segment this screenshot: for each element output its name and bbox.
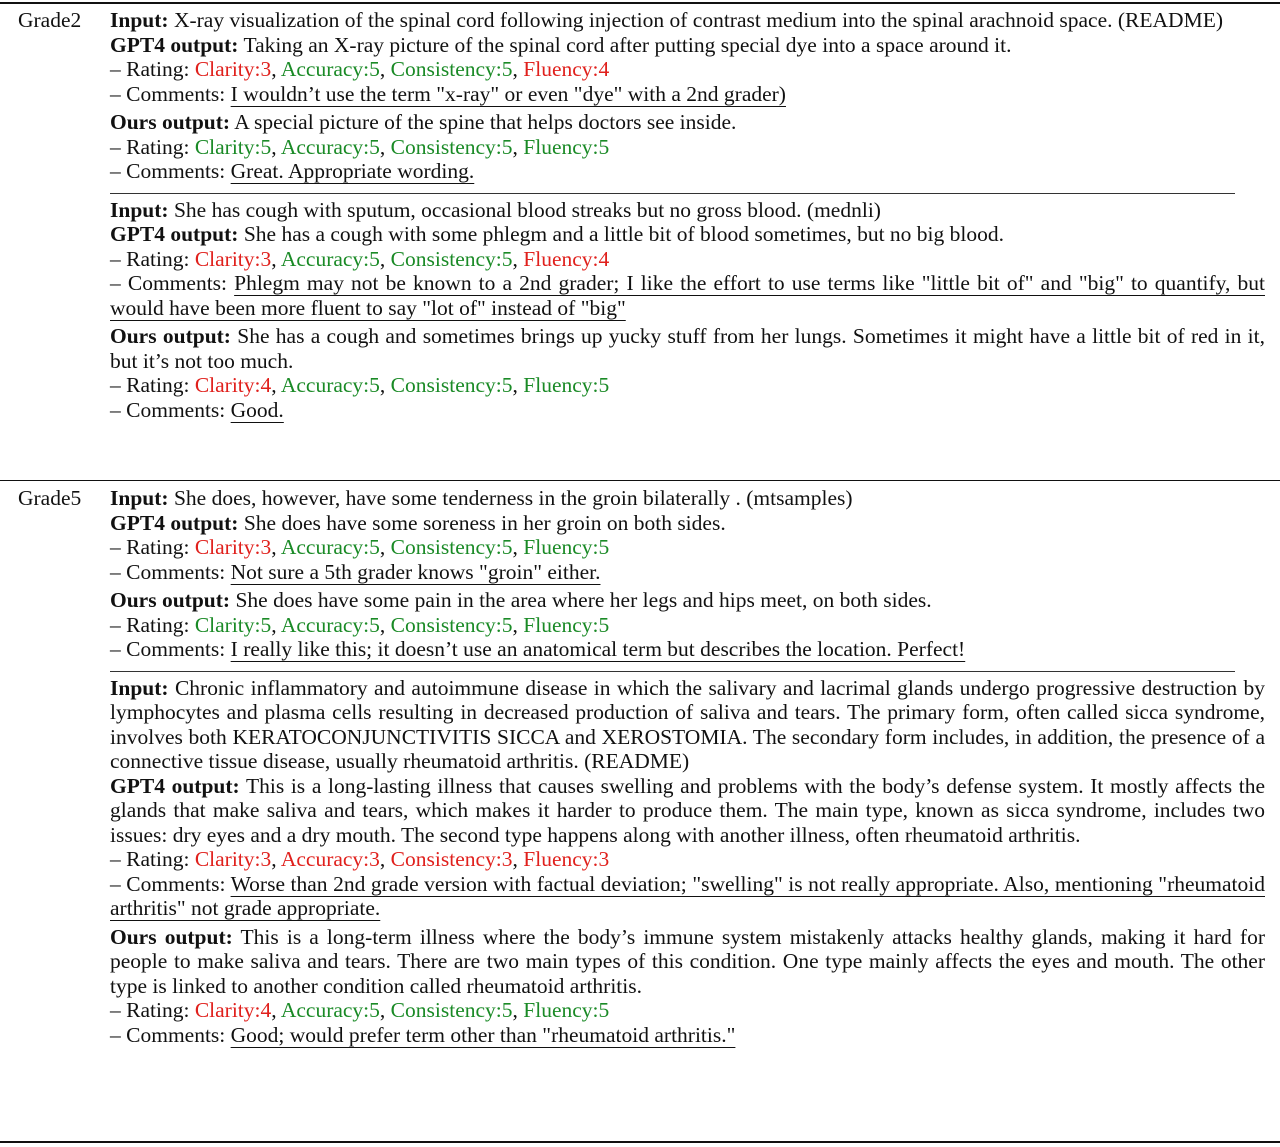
rating-prefix: – Rating: — [110, 998, 195, 1022]
clarity-score: Clarity:3 — [194, 57, 272, 81]
example — [110, 8, 1265, 184]
accuracy-score: Accuracy:5 — [280, 373, 380, 397]
fluency-score: Fluency:4 — [523, 57, 610, 81]
ours-rating: – Rating: Clarity:5, Accuracy:5, Consistency:5, Fluency:5 — [110, 612, 610, 637]
grade-cell — [110, 486, 1265, 1047]
clarity-score: Clarity:5 — [194, 612, 272, 637]
ours-comments — [110, 398, 1265, 423]
comments-text: I wouldn’t use the term "x-ray" or even "dye" with a 2nd grader) — [230, 81, 786, 106]
grade-label: Grade5 — [18, 486, 82, 510]
fluency-score: Fluency:5 — [523, 134, 610, 159]
clarity-score: Clarity:4 — [194, 998, 272, 1022]
comments-prefix: – Comments: — [110, 81, 231, 106]
ours-comments — [110, 1023, 1265, 1048]
rating-prefix: – Rating: — [110, 373, 195, 397]
gpt4-comments — [110, 560, 1265, 585]
fluency-score: Fluency:5 — [523, 373, 610, 397]
rating-prefix: – Rating: — [110, 134, 195, 159]
accuracy-score: Accuracy:5 — [280, 535, 380, 559]
accuracy-score: Accuracy:5 — [280, 246, 380, 271]
input-label: Input: — [110, 8, 169, 32]
gpt4-text: Taking an X-ray picture of the spinal cord after putting special dye into a space around it. — [243, 32, 1012, 57]
ours-comments — [110, 159, 1265, 184]
input-text: Chronic inflammatory and autoimmune disease in which the salivary and lacrimal glands undergo progressive destruction by lymphocytes and plasma cells resulting in decreased production of saliva and tears. The primary form, often called sicca syndrome, involves both KERATOCONJUNCTIVITIS SICCA and XEROSTOMIA. The secondary form includes, in addition, the presence of a connective tissue disease, usually rheumatoid arthritis. (README) — [110, 675, 1265, 773]
example-separator — [110, 671, 1235, 672]
accuracy-score: Accuracy:5 — [280, 57, 380, 81]
input-line — [110, 676, 1265, 774]
ours-comments — [110, 637, 1265, 662]
input-line — [110, 486, 1265, 511]
fluency-score: Fluency:5 — [523, 998, 610, 1022]
input-text: She does, however, have some tenderness in the groin bilaterally . (mtsamples) — [173, 486, 853, 510]
ours-output-line — [110, 925, 1265, 999]
fluency-score: Fluency:3 — [523, 847, 610, 871]
consistency-score: Consistency:5 — [390, 134, 513, 159]
example — [110, 486, 1265, 662]
gpt4-label: GPT4 output: — [110, 510, 239, 535]
ours-output-line — [110, 110, 1265, 135]
comments-prefix: – Comments: — [110, 1022, 231, 1047]
input-line — [110, 8, 1265, 33]
ours-label: Ours output: — [110, 588, 231, 612]
gpt4-text: She does have some soreness in her groin on both sides. — [243, 510, 726, 535]
comments-prefix: – Comments: — [110, 871, 231, 896]
comments-prefix: – Comments: — [110, 271, 235, 295]
consistency-score: Consistency:3 — [390, 847, 513, 871]
consistency-score: Consistency:5 — [390, 612, 513, 637]
input-text: X-ray visualization of the spinal cord following injection of contrast medium into the spinal arachnoid space. (README) — [173, 8, 1223, 32]
comments-prefix: – Comments: — [110, 637, 231, 661]
fluency-score: Fluency:5 — [523, 612, 610, 637]
accuracy-score: Accuracy:3 — [280, 847, 380, 871]
consistency-score: Consistency:5 — [390, 998, 513, 1022]
ours-output-line — [110, 588, 1265, 613]
ours-rating: – Rating: Clarity:5, Accuracy:5, Consistency:5, Fluency:5 — [110, 134, 610, 159]
example-separator — [110, 193, 1235, 194]
ours-text: A special picture of the spine that helps doctors see inside. — [234, 110, 737, 134]
consistency-score: Consistency:5 — [390, 57, 513, 81]
gpt4-output-line — [110, 511, 1265, 536]
rating-prefix: – Rating: — [110, 535, 195, 559]
input-line — [110, 198, 1265, 223]
clarity-score: Clarity:4 — [194, 373, 272, 397]
gpt4-comments — [110, 872, 1265, 921]
gpt4-label: GPT4 output: — [110, 32, 239, 57]
gpt4-text: She has a cough with some phlegm and a little bit of blood sometimes, but no big blood. — [243, 222, 1004, 246]
input-label: Input: — [110, 486, 169, 510]
comments-prefix: – Comments: — [110, 397, 231, 422]
comments-prefix: – Comments: — [110, 559, 231, 584]
grade-label: Grade2 — [18, 8, 82, 32]
ours-text: This is a long-term illness where the body’s immune system mistakenly attacks healthy glands, making it hard for people to make saliva and tears. There are two main types of this condition. One type mainly affects the eyes and mouth. The other type is linked to another condition called rheumatoid arthritis. — [110, 924, 1265, 998]
rating-prefix: – Rating: — [110, 246, 195, 271]
comments-text: Great. Appropriate wording. — [230, 159, 475, 183]
comments-prefix: – Comments: — [110, 159, 231, 183]
gpt4-rating: – Rating: Clarity:3, Accuracy:5, Consistency:5, Fluency:4 — [110, 57, 610, 81]
clarity-score: Clarity:3 — [194, 246, 272, 271]
gpt4-label: GPT4 output: — [110, 773, 240, 798]
gpt4-output-line — [110, 774, 1265, 848]
ours-output-line — [110, 324, 1265, 373]
gpt4-comments — [110, 82, 1265, 107]
gpt4-rating: – Rating: Clarity:3, Accuracy:5, Consistency:5, Fluency:4 — [110, 246, 610, 271]
comments-text: Good; would prefer term other than "rheumatoid arthritis." — [230, 1022, 736, 1047]
gpt4-comments — [110, 271, 1265, 320]
input-label: Input: — [110, 675, 169, 700]
accuracy-score: Accuracy:5 — [280, 134, 380, 159]
example — [110, 676, 1265, 1048]
ours-rating: – Rating: Clarity:4, Accuracy:5, Consistency:5, Fluency:5 — [110, 998, 610, 1022]
comments-text: Worse than 2nd grade version with factual deviation; "swelling" is not really appropriate. Also, mentioning "rheumatoid arthritis" not grade appropriate. — [110, 871, 1265, 920]
clarity-score: Clarity:5 — [194, 134, 272, 159]
consistency-score: Consistency:5 — [390, 373, 513, 397]
gpt4-label: GPT4 output: — [110, 222, 239, 246]
consistency-score: Consistency:5 — [390, 535, 513, 559]
gpt4-rating: – Rating: Clarity:3, Accuracy:5, Consistency:5, Fluency:5 — [110, 535, 610, 559]
comments-text: Phlegm may not be known to a 2nd grader; I like the effort to use terms like "little bit of" and "big" to quantify, but would have been more fluent to say "lot of" instead of "big" — [110, 271, 1265, 320]
ours-label: Ours output: — [110, 324, 231, 348]
comments-text: Good. — [230, 397, 284, 422]
rating-prefix: – Rating: — [110, 612, 195, 637]
gpt4-output-line — [110, 33, 1265, 58]
input-text: She has cough with sputum, occasional blood streaks but no gross blood. (mednli) — [173, 197, 881, 222]
example — [110, 198, 1265, 423]
top-rule — [0, 2, 1280, 4]
ours-label: Ours output: — [110, 924, 233, 949]
ours-rating: – Rating: Clarity:4, Accuracy:5, Consistency:5, Fluency:5 — [110, 373, 610, 397]
gpt4-rating: – Rating: Clarity:3, Accuracy:3, Consistency:3, Fluency:3 — [110, 847, 610, 871]
ours-label: Ours output: — [110, 110, 231, 134]
comments-text: I really like this; it doesn’t use an anatomical term but describes the location. Perfect! — [230, 637, 966, 661]
consistency-score: Consistency:5 — [390, 246, 513, 271]
bottom-rule — [0, 1141, 1280, 1143]
input-label: Input: — [110, 197, 169, 222]
rating-prefix: – Rating: — [110, 57, 195, 81]
group-rule — [0, 480, 1280, 481]
gpt4-text: This is a long-lasting illness that causes swelling and problems with the body’s defense system. It mostly affects the glands that make saliva and tears, which makes it harder to produce them. The main type, known as sicca syndrome, includes two issues: dry eyes and a dry mouth. The second type happens along with another illness, often rheumatoid arthritis. — [110, 773, 1265, 847]
clarity-score: Clarity:3 — [194, 535, 272, 559]
ours-text: She has a cough and sometimes brings up yucky stuff from her lungs. Sometimes it might have a little bit of red in it, but it’s not too much. — [110, 324, 1265, 373]
grade-cell — [110, 8, 1265, 422]
ours-text: She does have some pain in the area where her legs and hips meet, on both sides. — [235, 588, 932, 612]
clarity-score: Clarity:3 — [194, 847, 272, 871]
comments-text: Not sure a 5th grader knows "groin" either. — [230, 559, 601, 584]
gpt4-output-line — [110, 222, 1265, 247]
fluency-score: Fluency:5 — [523, 535, 610, 559]
accuracy-score: Accuracy:5 — [280, 612, 380, 637]
fluency-score: Fluency:4 — [523, 246, 610, 271]
rating-prefix: – Rating: — [110, 847, 195, 871]
accuracy-score: Accuracy:5 — [280, 998, 380, 1022]
